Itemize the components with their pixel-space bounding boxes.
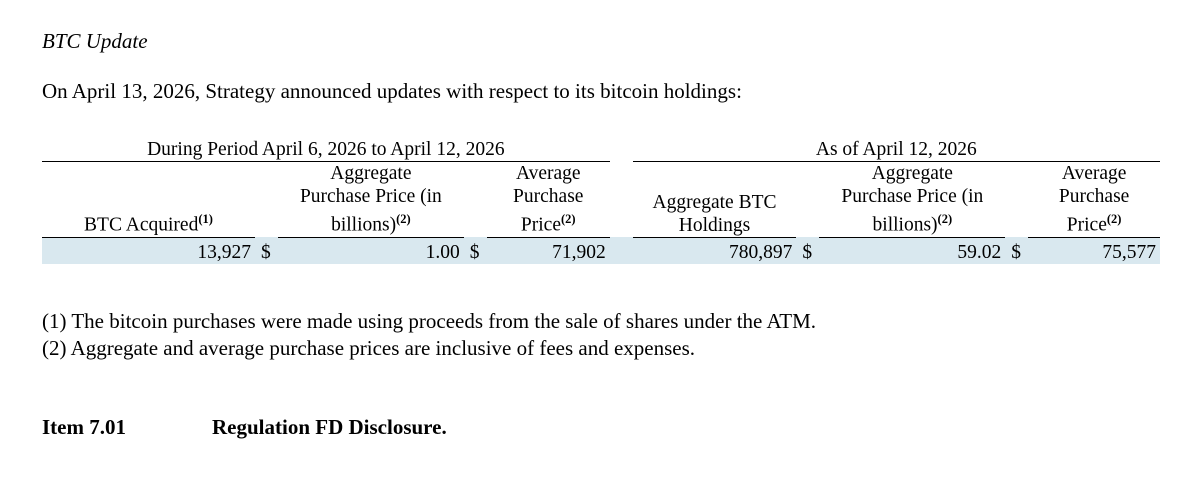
table-row [42, 237, 1160, 264]
col-header-aggregate-purchase-price: Aggregate Purchase Price (in billions)$^{(2)}$ [278, 162, 464, 238]
cell-btc-acquired: 13,927 [42, 237, 255, 264]
cell-aggregate-btc-holdings: 780,897 [633, 237, 797, 264]
col-header-average-purchase-price-holdings: Average Purchase Price$^{(2)}$ [1028, 162, 1160, 238]
footnote-2: (2) Aggregate and average purchase prices are inclusive of fees and expenses. [42, 336, 696, 360]
col-header-spacer-4 [796, 162, 819, 238]
cell-aggregate-holdings-price: 59.02 [819, 237, 1005, 264]
col-header-average-purchase-price: Average Purchase Price$^{(2)}$ [487, 162, 610, 238]
cell-average-holdings-price: 75,577 [1028, 237, 1160, 264]
footnote-marker-1: (1) [198, 212, 213, 226]
group-header-during-period: During Period April 6, 2026 to April 12, 2026 [42, 138, 610, 162]
section-title: BTC Update [42, 29, 148, 53]
cell-currency-1: $ [255, 237, 278, 264]
cell-aggregate-purchase-price: 1.00 [278, 237, 464, 264]
footnote-marker-2a: (2) [396, 212, 411, 226]
footnote-1: (1) The bitcoin purchases were made using proceeds from the sale of shares under the ATM. [42, 309, 817, 333]
cell-spacer [610, 237, 633, 264]
col-header-spacer-5 [1005, 162, 1028, 238]
footnote-marker-2b: (2) [561, 212, 576, 226]
cell-currency-4: $ [1005, 237, 1028, 264]
cell-currency-3: $ [796, 237, 819, 264]
footnotes [42, 308, 816, 362]
col-header-spacer-2 [464, 162, 487, 238]
intro-paragraph: On April 13, 2026, Strategy announced updates with respect to its bitcoin holdings: [42, 79, 742, 103]
cell-currency-2: $ [464, 237, 487, 264]
col-header-btc-acquired: BTC Acquired$^{(1)}$ [42, 162, 255, 238]
col-header-aggregate-purchase-price-holdings: Aggregate Purchase Price (in billions)$^{(2)}$ [819, 162, 1005, 238]
footnote-marker-2c: (2) [937, 212, 953, 226]
group-header-as-of: As of April 12, 2026 [633, 138, 1160, 162]
btc-holdings-table [42, 138, 1160, 264]
col-header-spacer-1 [255, 162, 278, 238]
column-header-row [42, 162, 1160, 238]
group-header-spacer [610, 138, 633, 162]
group-header-row [42, 138, 1160, 162]
item-text: Regulation FD Disclosure. [212, 415, 447, 439]
item-label: Item 7.01 [42, 415, 126, 439]
col-header-spacer-3 [610, 162, 633, 238]
cell-average-purchase-price: 71,902 [487, 237, 610, 264]
col-header-aggregate-btc-holdings: Aggregate BTC Holdings [633, 162, 797, 238]
footnote-marker-2d: (2) [1106, 212, 1122, 226]
item-row [42, 414, 447, 440]
